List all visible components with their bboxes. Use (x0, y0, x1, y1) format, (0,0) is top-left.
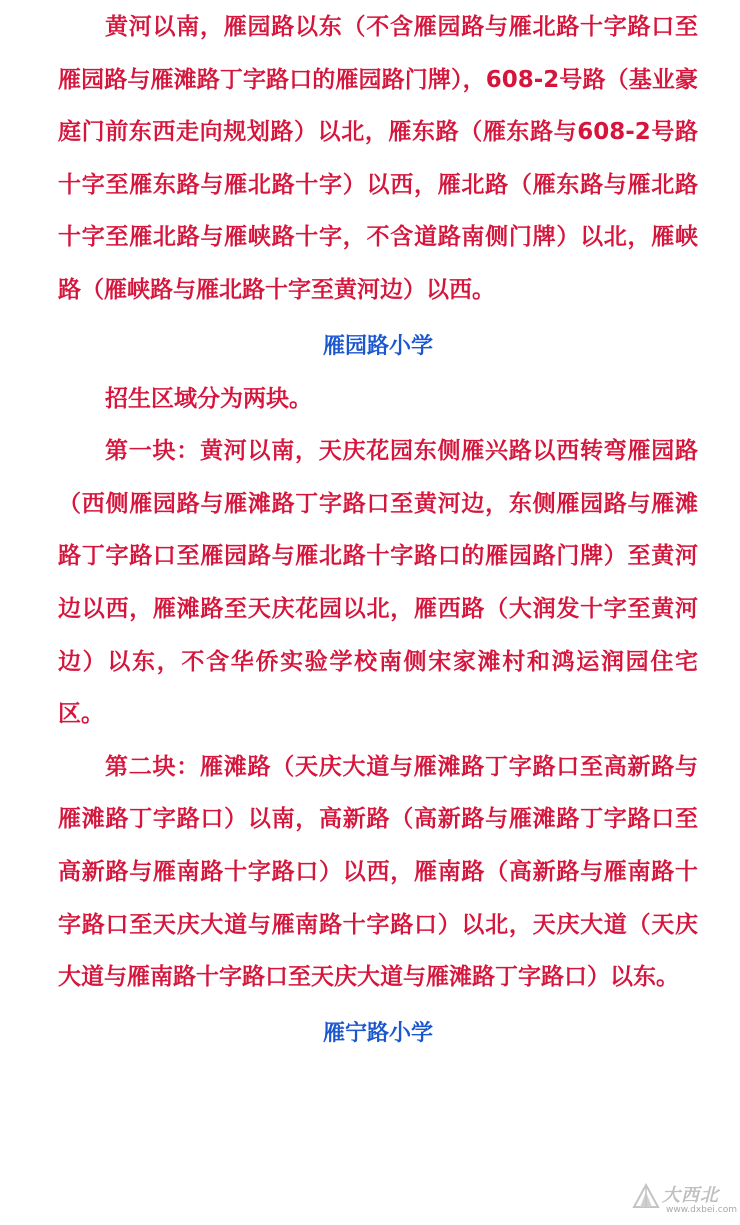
watermark-text: 大西北 (662, 1185, 719, 1206)
paragraph: 第二块：雁滩路（天庆大道与雁滩路丁字路口至高新路与雁滩路丁字路口）以南，高新路（高新路与雁滩路丁字路口至高新路与雁南路十字路口）以西，雁南路（高新路与雁南路十字路口至天庆大道与雁南路十字路口）以北，天庆大道（天庆大道与雁南路十字路口至天庆大道与雁滩路丁字路口）以东。 (58, 753, 698, 991)
site-watermark (632, 1181, 737, 1221)
section-heading-yanyuanlu: 雁园路小学 (322, 333, 433, 359)
article-body (58, 0, 698, 1060)
paragraph: 黄河以南，雁园路以东（不含雁园路与雁北路十字路口至雁园路与雁滩路丁字路口的雁园路门牌），608-2号路（基业豪庭门前东西走向规划路）以北，雁东路（雁东路与608-2号路十字至雁东路与雁北路十字）以西，雁北路（雁东路与雁北路十字至雁北路与雁峡路十字，不含道路南侧门牌）以北，雁峡路（雁峡路与雁北路十字至黄河边）以西。 (58, 14, 698, 303)
paragraph: 第一块：黄河以南，天庆花园东侧雁兴路以西转弯雁园路（西侧雁园路与雁滩路丁字路口至黄河边，东侧雁园路与雁滩路丁字路口至雁园路与雁北路十字路口的雁园路门牌）至黄河边以西，雁滩路至天庆花园以北，雁西路（大润发十字至黄河边）以东，不含华侨实验学校南侧宋家滩村和鸿运润园住宅区。 (58, 438, 698, 728)
tent-logo-icon (632, 1183, 660, 1211)
watermark-url: www.dxbei.com (666, 1205, 737, 1215)
section-heading-yanninglu: 雁宁路小学 (322, 1020, 433, 1046)
paragraph: 招生区域分为两块。 (105, 385, 312, 412)
